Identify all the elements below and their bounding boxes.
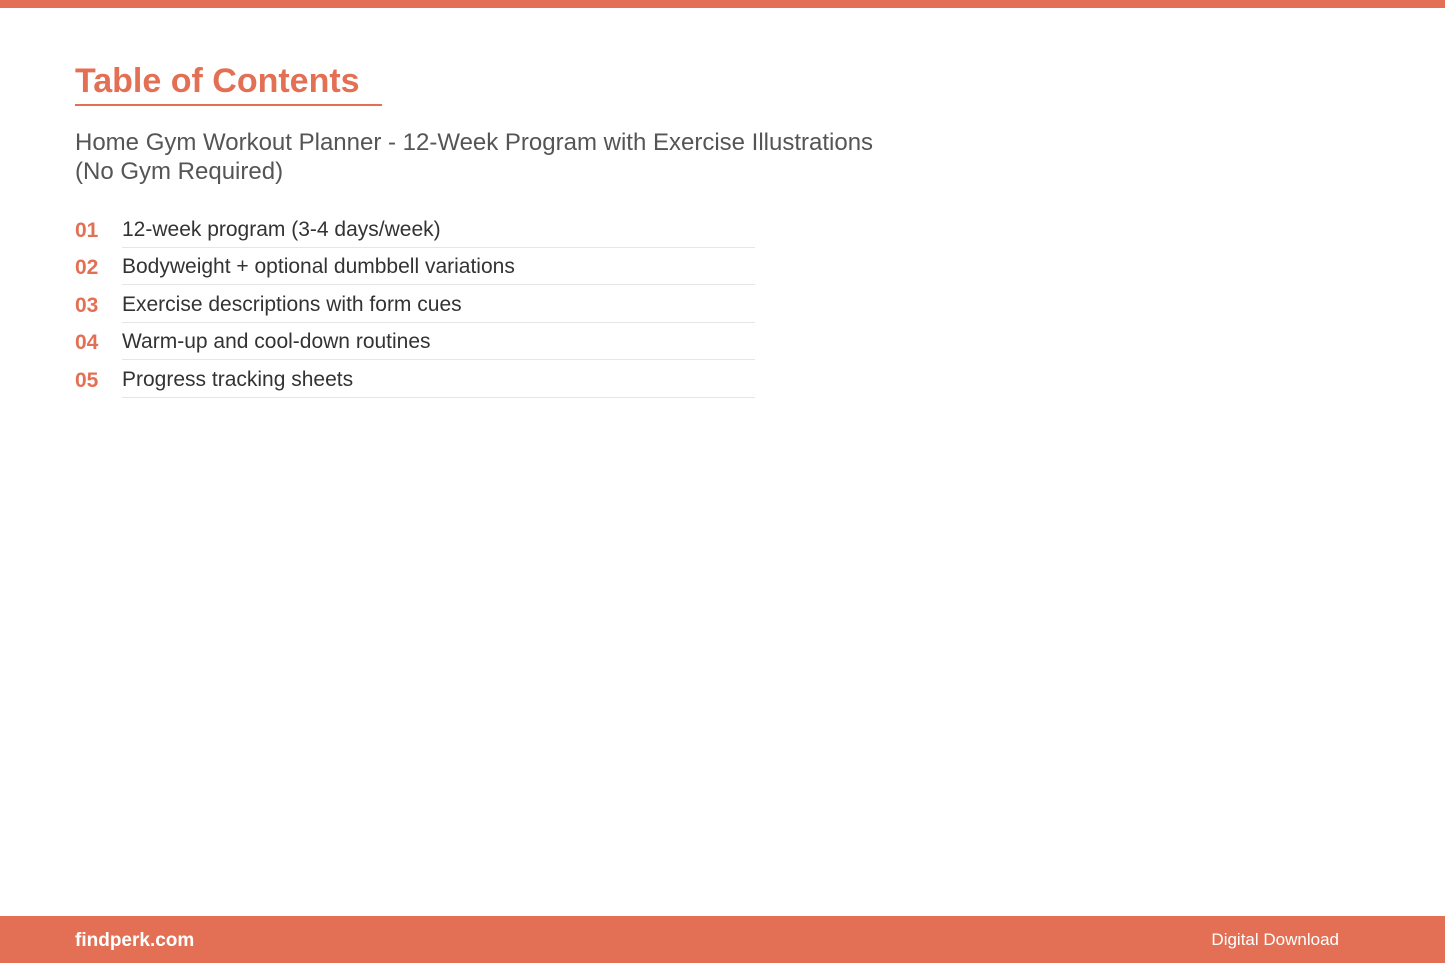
toc-item-label: Progress tracking sheets bbox=[122, 366, 755, 398]
page-subtitle: Home Gym Workout Planner - 12-Week Program with Exercise Illustrations (No Gym Required) bbox=[75, 129, 874, 185]
table-of-contents-list bbox=[75, 210, 755, 398]
toc-item-label: 12-week program (3-4 days/week) bbox=[122, 216, 755, 248]
footer-tag: Digital Download bbox=[1211, 930, 1339, 949]
main-content bbox=[75, 60, 935, 398]
footer-bar bbox=[0, 916, 1445, 963]
toc-item[interactable] bbox=[75, 360, 755, 398]
toc-item-number: 04 bbox=[75, 331, 99, 355]
toc-item-label: Exercise descriptions with form cues bbox=[122, 291, 755, 323]
footer-site-link[interactable]: findperk.com bbox=[75, 930, 195, 951]
toc-item[interactable] bbox=[75, 210, 755, 248]
page-title: Table of Contents bbox=[75, 60, 382, 106]
toc-item-number: 02 bbox=[75, 256, 99, 280]
toc-item-number: 05 bbox=[75, 368, 99, 392]
toc-item[interactable] bbox=[75, 323, 755, 361]
toc-item-number: 01 bbox=[75, 218, 99, 242]
toc-item-label: Bodyweight + optional dumbbell variations bbox=[122, 253, 755, 285]
toc-item[interactable] bbox=[75, 248, 755, 286]
top-accent-bar bbox=[0, 0, 1445, 8]
toc-item-label: Warm-up and cool-down routines bbox=[122, 328, 755, 360]
toc-item-number: 03 bbox=[75, 293, 99, 317]
toc-item[interactable] bbox=[75, 285, 755, 323]
